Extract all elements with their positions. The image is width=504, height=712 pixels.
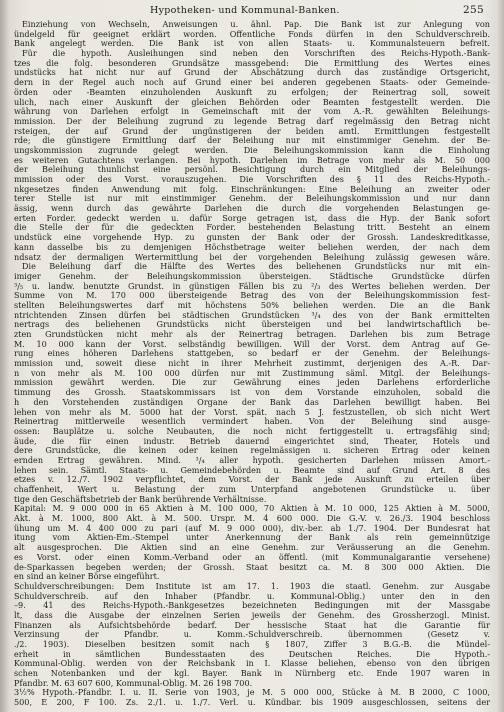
text-line: Einziehung von Wechseln, Anweisungen u. ähnl. Pap. Die Bank ist zur Anlegung von <box>22 20 490 29</box>
text-line: Akt. à M. 1000, 800 Akt. à M. 500. Urspr. M. 4 600 000. Die G.-V. v. 26./3. 1904 beschloss <box>14 514 490 524</box>
text-line: der Beleihung thunlichst eine persönl. Besichtigung durch ein Mitglied der Beleihungs- <box>14 165 490 175</box>
text-line: tige den Geschäftsbetrieb der Bank berührende Verhältnisse. <box>14 494 267 504</box>
text-line: timmung des Grossh. Staatskommissars ist von dem Vorstande einzuholen, sobald die <box>14 388 490 398</box>
text-line: Für die hypoth. Ausleihungen sind neben den Vorschriften des Reichs-Hypoth.-Bank- <box>22 49 490 59</box>
text-line: chaffenheit, Wert u. Belastung der zum Unterpfand angebotenen Grundstücke u. über <box>14 485 490 494</box>
text-line: lehen von mehr als M. 5000 hat der Vorst. spät. nach 5 J. festzustellen, ob sich nicht Wert <box>14 407 490 417</box>
text-line: en sind an keiner Börse eingeführt. <box>14 572 160 582</box>
text-line: undstück eine vorgehende Hyp. zu gunsten der Bank oder der Grossh. Landeskreditkasse, <box>14 233 490 243</box>
text-line: terer Stelle ist nur mit einstimmiger Genehm. der Beleihungskommission und nur dann <box>14 194 490 204</box>
text-line: Summe von M. 170 000 übersteigende Betrag des von der Beleihungskommission fest- <box>14 291 490 301</box>
text-line: Kapital: M. 9 000 000 in 65 Aktien à M. 100 000, 70 Aktien à M. 10 000, 125 Aktien à M. 5000, <box>14 504 490 514</box>
text-line: –9. 41 des Reichs-Hypoth.-Bankgesetzes bezeichneten Bedingungen mit der Massgabe <box>14 601 490 611</box>
page-number: 255 <box>463 4 484 16</box>
text-line: mmission oder des Vorst. vorauszugehen. Die Vorschriften des § 11 des Reichs-Hypoth.- <box>14 175 490 184</box>
text-line: es Vorst. oder einen Komm.-Verband oder an öffentl. (mit Kommunalgarantie versehene) <box>14 552 490 562</box>
text-line: Die Beleihung darf die Hälfte des Wertes des beliehenen Grundstücks nur mit ein- <box>22 262 490 272</box>
text-line: alt ausgesprochen. Die Aktien sind an eine Genehm. zur Veräusserung an die Genehm. <box>14 543 490 553</box>
text-line: währung von Darlehen erfolgt in Gemeinschaft mit der vom A.-R. gewählten Beleihungs- <box>14 107 490 117</box>
text-line: mmission und, soweit diese nicht in ihrer Mehrheit zustimmt, derjenigen des A.-R. Dar- <box>14 359 490 369</box>
text-line: stellten Beleihungswertes darf mit höchstens 50% beliehen werden. Die an die Bank <box>14 300 490 310</box>
text-line: Pfandbr. M. 63 607 600, Kommunal-Oblig. M. 26 198 700. <box>14 678 253 688</box>
text-line: 3½% Hypoth.-Pfandbr. I. u. II. Serie von 1903, je M. 5 000 000, Stücke à M. B 2000, C 1000, <box>14 688 490 698</box>
text-line: M. 10 000 kann der Vorst. selbständig bewilligen. Will der Vorst. dem Antrag auf Ge- <box>14 339 490 349</box>
text-line: dern in der Regel auch noch auf Grund einer bei anderen gegebenen Staats- oder Gemeinde- <box>14 78 490 88</box>
text-line: Kommunal-Oblig. werden von der Reichsbank in I. Klasse beliehen, ebenso von den übrigen <box>14 659 490 669</box>
text-line: die Stelle der für die gedeckten Forder. bestehenden Belastung tritt. Besteht an einem <box>14 223 490 233</box>
text-line: rde; die günstigere Ermittlung darf der Beleihung nur mit einstimmiger Genehm. der Be- <box>14 136 490 146</box>
document-body <box>14 20 490 708</box>
text-line: Reinertrag mittlerweile wesentlich vermindert haben. Von der Beleihung sind ausge- <box>14 417 490 427</box>
text-line: nkgesetzes finden Anwendung mit folg. Einschränkungen: Eine Beleihung an zweiter oder <box>14 184 490 194</box>
text-line: ühung um M. 4 400 000 zu pari (auf M. 9 000 000), div.-ber. ab 1./7. 1904. Der Bundesrat hat <box>14 523 490 533</box>
text-line: dere Grundstücke, die keinen oder keinen regelmässigen u. sicheren Ertrag oder keinen <box>14 446 490 456</box>
text-line: Schuldverschreib. auf den Inhaber (Pfandbr. u. Kommunal-Oblig.) unter den in den <box>14 591 490 601</box>
text-line: ässig, wenn durch das gewährte Darlehen die durch die vorgehenden Belastungen ge- <box>14 204 490 214</box>
text-line: es weiteren Gutachtens verlangen. Bei hypoth. Darlehen im Betrage von mehr als M. 50 000 <box>14 155 490 165</box>
text-line: äude, die für einen industr. Betrieb dauernd eingerichtet sind, Theater, Hotels und <box>14 436 490 446</box>
page-header <box>0 4 504 20</box>
text-line: ernden Ertrag gewähren. Mind. ³/₄ aller hypoth. gesicherten Darlehen müssen Amort.- <box>14 455 490 465</box>
text-line: undstücks hat nicht nur auf Grund der Abschätzung durch das zuständige Ortsgericht, <box>14 68 490 78</box>
text-line: Schuldverschreibungen: Dem Institute ist am 17. 1. 1903 die staatl. Genehm. zur Ausgabe <box>14 581 490 591</box>
text-line: ntrichtenden Zinsen dürfen bei städtischen Grundstücken ³/₄ des von der Bank ermittelten <box>14 310 490 320</box>
text-line: ndsatz der dermaligen Wertermittlung bei der vorgehenden Beleihung zulässig gewesen wäre. <box>14 252 490 262</box>
text-line: mmission. Der der Beleihung zugrund zu legende Betrag darf regelmässig den Betrag nicht <box>14 116 490 126</box>
text-line: h den Vorstehenden zuständigen Organe der Bank das Darlehen bewilligt haben. Bei <box>14 397 490 407</box>
text-line: kann dasselbe bis zu demjenigen Höchstbetrage weiter beliehen werden, der nach dem <box>14 242 490 252</box>
text-line: rung eines höheren Darlehens stattgeben, so bedarf er der Genehm. der Beleihungs- <box>14 349 490 359</box>
text-line: ossen: Bauplätze u. solche Neubauten, die noch nicht fertiggestellt u. ertragsfähig sind; <box>14 426 490 436</box>
text-line: lehen sein. Sämtl. Staats- u. Gemeindebehörden u. Beamte sind auf Grund Art. 8 des <box>14 465 490 475</box>
text-line: n von mehr als M. 100 000 dürfen nur mit Zustimmung säml. Mitgl. der Beleihungs- <box>14 368 490 378</box>
text-line: Finanzen als Aufsichtsbehörde bedarf. Der hessische Staat hat die Garantie für <box>14 620 490 630</box>
text-line: zten Grundstücken nicht mehr als der Reinertrag betragen. Darlehen bis zum Betrage <box>14 330 490 339</box>
text-line: itung vom Aktien-Em.-Stempel unter Anerkennung der Bank als rein gemeinnützige <box>14 533 490 543</box>
text-line: erten Forder. gedeckt werden u. dafür Sorge getragen ist, dass die Hyp. der Bank sofort <box>14 213 490 223</box>
text-line: ulich, nach einer Auskunft der gleichen Behörden oder Beamten festgestellt werden. Die <box>14 97 490 107</box>
text-line: imiger Genehm. der Beleihungskommission übersteigen. Städtische Grundstücke dürfen <box>14 271 490 281</box>
text-line: lt, dass die Ausgabe der einzelnen Serien jeweils der Genehm. des Grossherzogl. Minist. <box>14 610 490 620</box>
text-line: Bank angelegt werden. Die Bank ist von allen Staats- u. Kommunalsteuern befreit. <box>14 39 490 49</box>
text-line: etzes v. 12./7. 1902 verpflichtet, dem Vorst. der Bank jede Auskunft zu erteilen über <box>14 475 490 485</box>
page-fold-edge <box>498 0 504 712</box>
running-title: Hypotheken- und Kommunal-Banken. <box>150 5 340 16</box>
text-line: erheit in sämtlichen Bundesstaaten des Deutschen Reiches. Die Hypoth.- <box>14 649 490 659</box>
text-line: 500, E 200, F 100. Zs. 2./1. u. 1./7. Verl. u. Kündbar. bis 1909 ausgeschlossen, seitens der <box>14 698 490 708</box>
text-line: örden oder -Beamten einzuholenden Auskunft zu erfolgen; der Reinertrag soll, soweit <box>14 87 490 97</box>
text-line: mmission gewährt werden. Die zur Gewährung eines jeden Darlehens erforderliche <box>14 378 490 388</box>
text-line: ündelgeld für geeignet erklärt worden. Öffentliche Fonds dürfen in den Schuldverschreib. <box>14 29 490 39</box>
text-line: Verzinsung der Pfandbr. u. Komm.-Schuldverschreib. übernommen (Gesetz v. <box>14 630 490 640</box>
text-line: rsteigen, der auf Grund der ungünstigeren der beiden amtl. Ermittlungen festgestellt <box>14 126 490 136</box>
text-line: schen Notenbanken und der kgl. Bayer. Bank in Nürnberg etc. Ende 1907 waren in <box>14 669 490 679</box>
text-line: nertrags des beliehenen Grundstücks nicht übersteigen und bei landwirtschaftlich be- <box>14 320 490 330</box>
text-line: de-Sparkassen begeben werden; der Grossh. Staat besitzt ca. M. 8 300 000 Aktien. Die <box>14 562 490 572</box>
page-shadow-edge <box>0 0 10 712</box>
text-line: ungskommission zugrunde gelegt werden. Die Beleihungskommission kann die Einholung <box>14 145 490 155</box>
text-line: ³/₅ u. landw. benutzte Grundst. in günstigen Fällen bis zu ²/₃ des Wertes beliehen werden. Der <box>14 281 490 291</box>
text-line: tzes die folg. besonderen Grundsätze massgebend: Die Ermittlung des Wertes eines <box>14 58 490 68</box>
text-line: ./2. 1903). Dieselben besitzen somit nach § 1807, Ziffer 3 B.G.-B. die Mündel- <box>14 640 490 649</box>
